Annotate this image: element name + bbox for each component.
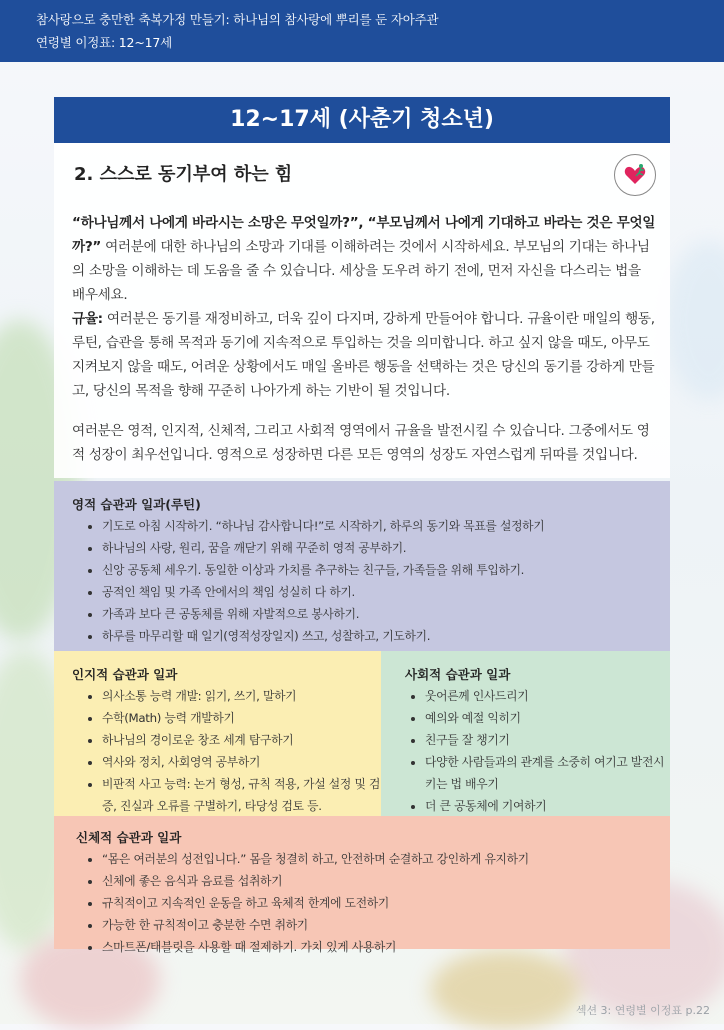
list-item: • 비판적 사고 능력: 논거 형성, 규칙 적용, 가설 설정 및 검증, 진실과 오류를 구별하기, 타당성 검토 등. [102, 773, 392, 817]
list-item: • 역사와 정치, 사회영역 공부하기 [102, 751, 392, 773]
list-item: • 기도로 아침 시작하기. “하나님 감사합니다!”로 시작하기, 하루의 동기와 목표를 설정하기 [102, 515, 544, 537]
intro-text: 여러분에 대한 하나님의 소망과 기대를 이해하려는 것에서 시작하세요. 부모님의 기대는 하나님의 소망을 이해하는 데 도움을 줄 수 있습니다. 세상을 도우려 하기 전에, 먼저 자신을 다스리는 법을 배우세요. [72, 239, 650, 303]
intellectual-box [54, 651, 381, 816]
list-item: • 가족과 보다 큰 공동체를 위해 자발적으로 봉사하기. [102, 603, 544, 625]
list-item: • 스마트폰/태블릿을 사용할 때 절제하기. 가치 있게 사용하기 [102, 936, 529, 958]
physical-box [54, 816, 670, 954]
physical-list [88, 848, 529, 958]
page-footer: 섹션 3: 연령별 이정표 p.22 [575, 1004, 710, 1017]
spiritual-list [88, 515, 544, 647]
social-title: 사회적 습관과 일과 [405, 667, 511, 682]
list-item: • 친구들 잘 챙기기 [425, 729, 675, 751]
list-item: • 가능한 한 규칙적이고 충분한 수면 취하기 [102, 914, 529, 936]
discipline-text: 여러분은 동기를 재정비하고, 더욱 깊이 다지며, 강하게 만들어야 합니다. 규율이란 매일의 행동, 루틴, 습관을 통해 목적과 동기에 지속적으로 투입하는 것을 의미합니다. 하고 싶지 않을 때도, 아무도 지켜보지 않을 때도, 어려운 상황에서도 매일 올바른 행동을 선택하는 것은 당신의 동기를 강하게 만들고, 당신의 목적을 향해 꾸준히 나아가게 하는 기반이 될 것입니다. [72, 311, 655, 399]
physical-title: 신체적 습관과 일과 [76, 830, 182, 845]
list-item: • 하나님의 사랑, 원리, 꿈을 깨닫기 위해 꾸준히 영적 공부하기. [102, 537, 544, 559]
discipline-paragraph [72, 307, 656, 403]
list-item: • 신체에 좋은 음식과 음료를 섭취하기 [102, 870, 529, 892]
list-item: • 규칙적이고 지속적인 운동을 하고 육체적 한계에 도전하기 [102, 892, 529, 914]
list-item: • 의사소통 능력 개발: 읽기, 쓰기, 말하기 [102, 685, 392, 707]
list-item: • 예의와 예절 익히기 [425, 707, 675, 729]
intro-paragraph [72, 211, 656, 307]
spiritual-title: 영적 습관과 일과(루틴) [72, 497, 201, 512]
watercolor-flower-right [664, 240, 724, 400]
intellectual-list [88, 685, 392, 817]
list-item: • 하나님의 경이로운 창조 세계 탐구하기 [102, 729, 392, 751]
heart-runner-icon [614, 154, 656, 196]
section-title: 2. 스스로 동기부여 하는 힘 [74, 164, 293, 185]
list-item: • 다양한 사람들과의 관계를 소중히 여기고 발전시키는 법 배우기 [425, 751, 675, 795]
list-item: • 하루를 마무리할 때 일기(영적성장일지) 쓰고, 성찰하고, 기도하기. [102, 625, 544, 647]
social-box [381, 651, 670, 816]
social-list [411, 685, 675, 817]
list-item: • “몸은 여러분의 성전입니다.” 몸을 청결히 하고, 안전하며 순결하고 강인하게 유지하기 [102, 848, 529, 870]
header-title: 참사랑으로 충만한 축복가정 만들기: 하나님의 참사랑에 뿌리를 둔 자아주관 [36, 12, 439, 27]
intellectual-title: 인지적 습관과 일과 [72, 667, 178, 682]
list-item: • 공적인 책임 및 가족 안에서의 책임 성실히 다 하기. [102, 581, 544, 603]
intro-bold: “하나님께서 나에게 바라시는 소망은 무엇일까?”, “부모님께서 나에게 기대하고 바라는 것은 무엇일까?” [72, 215, 656, 255]
spiritual-box [54, 481, 670, 651]
watercolor-grass-bottom [430, 950, 580, 1030]
areas-paragraph: 여러분은 영적, 인지적, 신체적, 그리고 사회적 영역에서 규율을 발전시킬 수 있습니다. 그중에서도 영적 성장이 최우선입니다. 영적으로 성장하면 다른 모든 영역의 성장도 자연스럽게 뒤따를 것입니다. [72, 423, 650, 463]
discipline-label: 규율: [72, 311, 103, 327]
page-header [0, 0, 724, 62]
age-band-title: 12~17세 (사춘기 청소년) [54, 97, 670, 143]
list-item: • 더 큰 공동체에 기여하기 [425, 795, 675, 817]
list-item: • 웃어른께 인사드리기 [425, 685, 675, 707]
header-subtitle: 연령별 이정표: 12~17세 [36, 35, 172, 50]
list-item: • 신앙 공동체 세우기. 동일한 이상과 가치를 추구하는 친구들, 가족들을 위해 투입하기. [102, 559, 544, 581]
list-item: • 수학(Math) 능력 개발하기 [102, 707, 392, 729]
